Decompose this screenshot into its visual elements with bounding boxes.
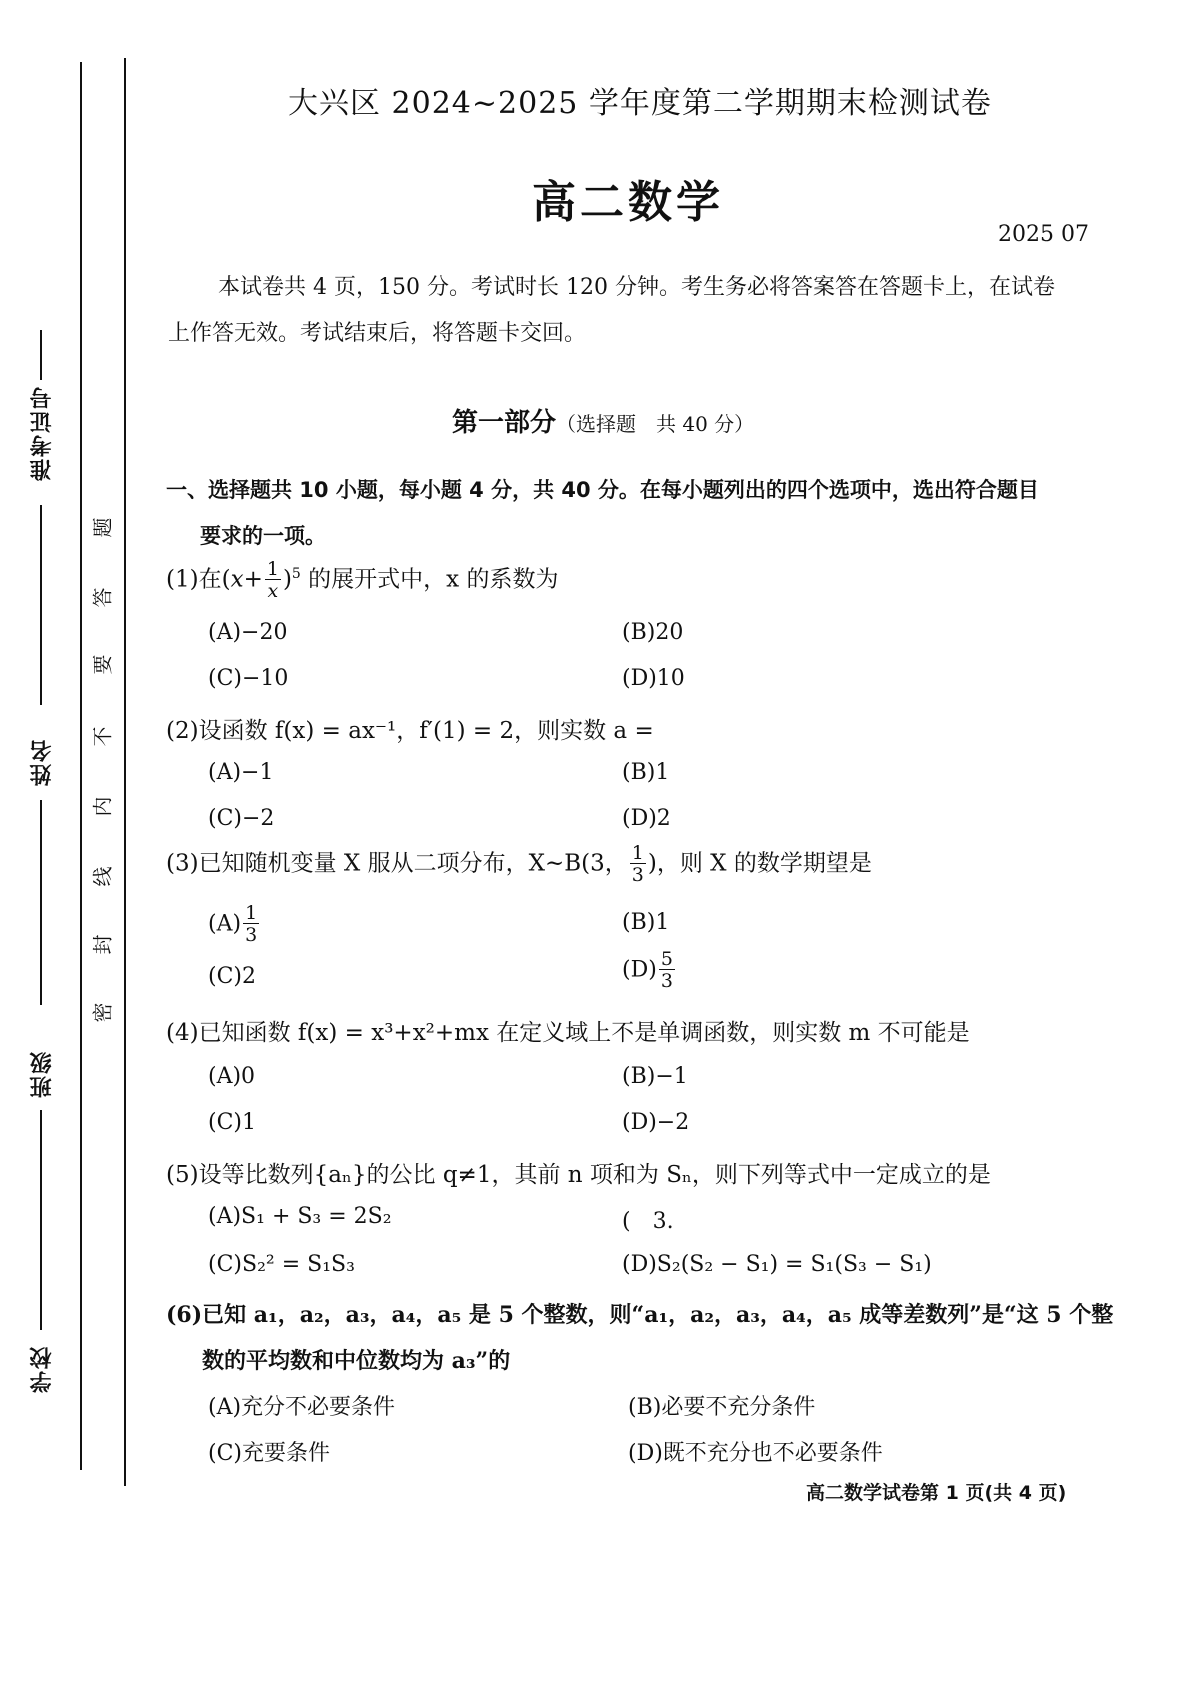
class-blank bbox=[40, 1110, 42, 1330]
option-c[interactable]: (C)S₂² = S₁S₃ bbox=[208, 1252, 355, 1277]
question-text: 设等比数列{aₙ}的公比 q≠1，其前 n 项和为 Sₙ，则下列等式中一定成立的是 bbox=[198, 1162, 991, 1188]
option-a[interactable]: (A)充分不必要条件 bbox=[208, 1395, 396, 1420]
option-label: (D) bbox=[622, 957, 657, 983]
seal-char: 密 bbox=[90, 1002, 115, 1023]
fraction-denominator: 3 bbox=[245, 924, 258, 946]
fraction-numerator: 5 bbox=[660, 948, 673, 970]
option-c[interactable]: (C)充要条件 bbox=[208, 1441, 330, 1466]
page-title: 高二数学 bbox=[532, 177, 724, 228]
fraction-numerator: 1 bbox=[245, 902, 258, 924]
option-d[interactable]: (D)10 bbox=[622, 666, 685, 691]
question-text: )，则 X 的数学期望是 bbox=[647, 850, 872, 877]
option-c[interactable]: (C)−2 bbox=[208, 806, 275, 831]
question-2 bbox=[166, 712, 654, 745]
option-b[interactable]: (B)1 bbox=[622, 910, 670, 935]
option-a[interactable]: (A)0 bbox=[208, 1064, 256, 1089]
section-title bbox=[452, 402, 754, 439]
option-d[interactable] bbox=[622, 950, 677, 991]
option-b[interactable]: (B)必要不充分条件 bbox=[628, 1395, 816, 1420]
question-text: 在 bbox=[198, 566, 222, 593]
question-text: 已知 a₁，a₂，a₃，a₄，a₅ 是 5 个整数，则“a₁，a₂，a₃，a₄，a₅ 成等差数列”是“这 5 个整 bbox=[202, 1302, 1114, 1328]
instructions-line-2: 上作答无效。考试结束后，将答题卡交回。 bbox=[168, 321, 587, 346]
option-a[interactable]: (A)−20 bbox=[208, 620, 288, 645]
name-label: 姓名 bbox=[29, 738, 55, 786]
binding-line-outer bbox=[80, 62, 82, 1470]
question-text: 设函数 f(x) = ax⁻¹，f′(1) = 2，则实数 a = bbox=[198, 718, 654, 744]
fraction-denominator: 3 bbox=[660, 970, 673, 992]
question-text: 的展开式中，x 的系数为 bbox=[308, 566, 559, 593]
section-title-main: 第一部分 bbox=[452, 408, 557, 438]
question-number: (6) bbox=[166, 1302, 203, 1328]
question-6-line-2: 数的平均数和中位数均为 a₃”的 bbox=[202, 1348, 511, 1374]
question-number: (1) bbox=[166, 566, 199, 593]
question-4 bbox=[166, 1014, 970, 1047]
question-1: (1)在(x+ $\frac{1}{x}$ )$^5$ 的展开式中，x 的系数为 bbox=[166, 558, 559, 602]
option-d[interactable]: (D)2 bbox=[622, 806, 671, 831]
name-blank-bottom bbox=[40, 800, 42, 1005]
option-d[interactable]: (D)−2 bbox=[622, 1110, 690, 1135]
option-d[interactable]: (D)既不充分也不必要条件 bbox=[628, 1441, 883, 1466]
option-d[interactable]: (D)S₂(S₂ − S₁) = S₁(S₃ − S₁) bbox=[622, 1252, 932, 1277]
option-b[interactable]: (B)−1 bbox=[622, 1064, 688, 1089]
question-5 bbox=[166, 1156, 991, 1189]
seal-char: 线 bbox=[90, 866, 115, 887]
question-text: 已知函数 f(x) = x³+x²+mx 在定义域上不是单调函数，则实数 m 不可能是 bbox=[198, 1020, 970, 1046]
exam-date: 2025 07 bbox=[998, 222, 1089, 247]
exam-id-label: 准考证号 bbox=[29, 385, 55, 481]
exam-title: 大兴区 2024~2025 学年度第二学期期末检测试卷 bbox=[288, 86, 992, 121]
option-label: (A) bbox=[208, 911, 242, 937]
class-label: 班级 bbox=[29, 1050, 55, 1098]
question-number: (3) bbox=[166, 850, 199, 877]
seal-char: 内 bbox=[90, 796, 115, 817]
option-a[interactable]: (A)−1 bbox=[208, 760, 274, 785]
option-c[interactable]: (C)1 bbox=[208, 1110, 256, 1135]
fraction-numerator: 1 bbox=[631, 842, 644, 864]
section-heading-line-1: 一、选择题共 10 小题，每小题 4 分，共 40 分。在每小题列出的四个选项中，选出符合题目 bbox=[166, 478, 1039, 502]
seal-char: 题 bbox=[90, 517, 115, 538]
question-6 bbox=[166, 1298, 1113, 1329]
question-number: (2) bbox=[166, 718, 199, 744]
binding-line-inner bbox=[124, 58, 126, 1486]
seal-char: 不 bbox=[90, 726, 115, 747]
fraction-denominator: 3 bbox=[631, 864, 644, 886]
question-number: (5) bbox=[166, 1162, 199, 1188]
option-b[interactable]: (B)20 bbox=[622, 620, 684, 645]
option-c[interactable]: (C)2 bbox=[208, 964, 256, 989]
seal-char: 要 bbox=[90, 654, 115, 675]
instructions-line-1: 本试卷共 4 页，150 分。考试时长 120 分钟。考生务必将答案答在答题卡上，在试卷 bbox=[218, 275, 1055, 300]
school-label: 学校 bbox=[29, 1345, 55, 1393]
section-subtitle: （选择题 共 40 分） bbox=[556, 412, 755, 436]
page-footer: 高二数学试卷第 1 页(共 4 页) bbox=[806, 1482, 1067, 1504]
name-blank-top bbox=[40, 505, 42, 705]
question-3 bbox=[166, 844, 872, 885]
option-b[interactable]: (B)1 bbox=[622, 760, 670, 785]
seal-char: 封 bbox=[90, 934, 115, 955]
question-number: (4) bbox=[166, 1020, 199, 1046]
option-a[interactable]: (A)S₁ + S₃ = 2S₂ bbox=[208, 1204, 392, 1229]
exam-id-blank bbox=[40, 330, 42, 380]
option-c[interactable]: (C)−10 bbox=[208, 666, 289, 691]
option-a[interactable] bbox=[208, 904, 261, 945]
section-heading-line-2: 要求的一项。 bbox=[200, 524, 326, 548]
question-text: 已知随机变量 X 服从二项分布，X~B(3， bbox=[198, 850, 628, 877]
option-b[interactable]: ( 3. bbox=[622, 1209, 674, 1234]
seal-char: 答 bbox=[90, 587, 115, 608]
